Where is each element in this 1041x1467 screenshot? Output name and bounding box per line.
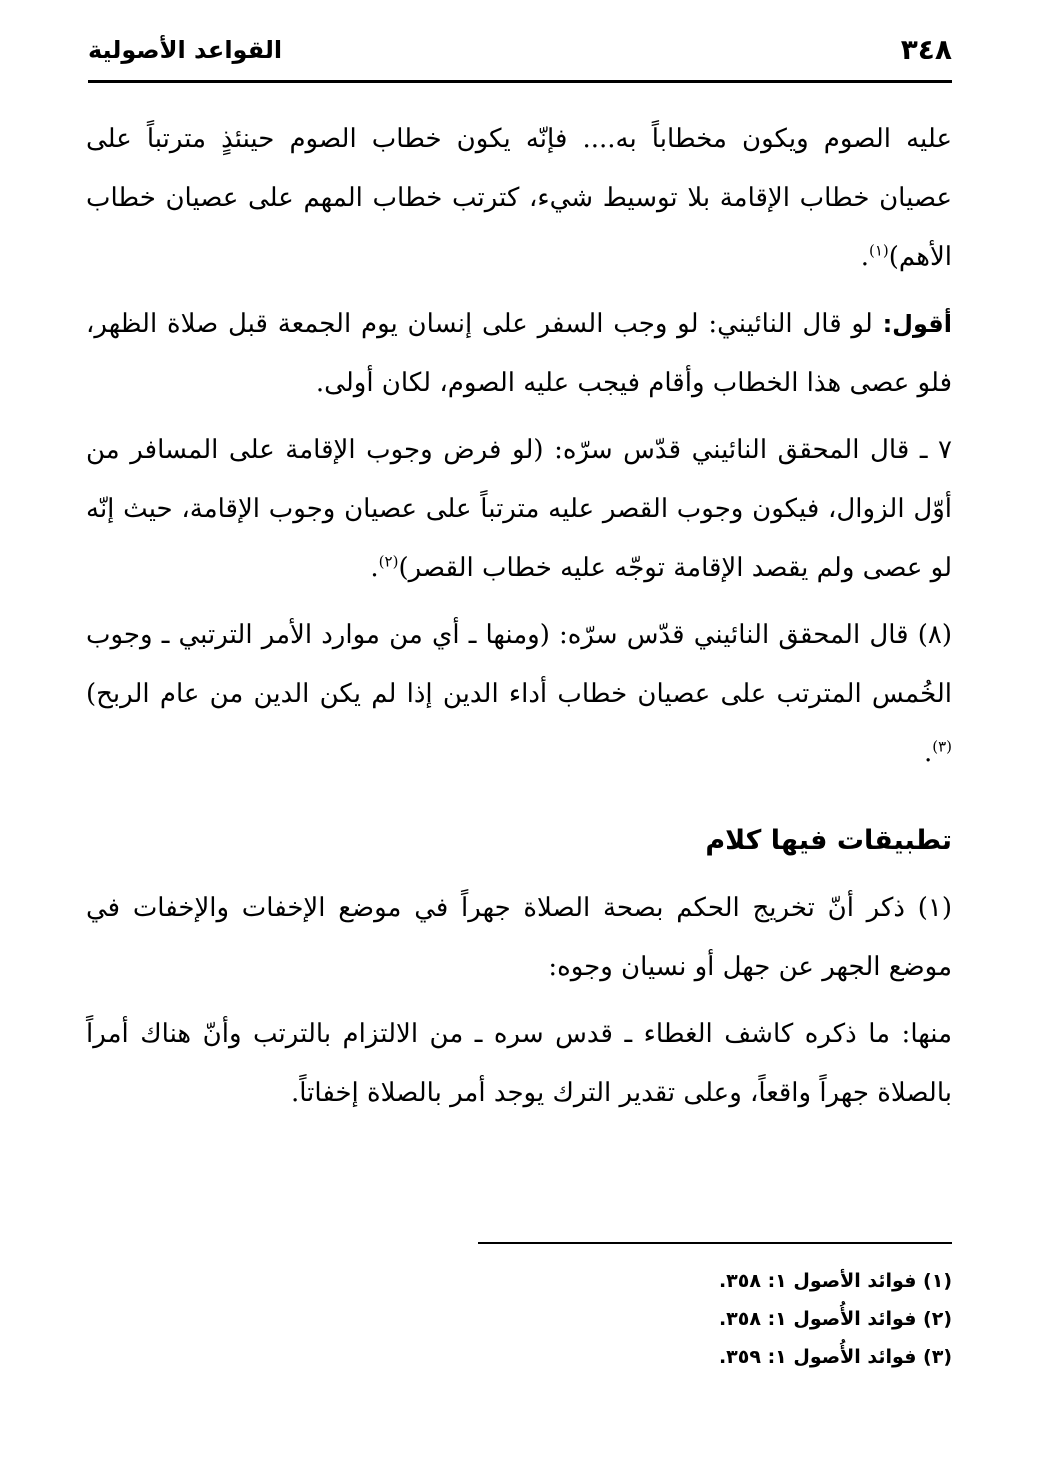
section-heading: تطبيقات فيها كلام <box>705 825 952 856</box>
footnote-ref-3: (٣) <box>932 737 952 756</box>
section-paragraph-2: منها: ما ذكره كاشف الغطاء ـ قدس سره ـ من الالتزام بالترتب وأنّ هناك أمراً بالصلاة جهراً واقعاً، وعلى تقدير الترك يوجد أمر بالصلاة إخفاتاً. <box>86 1019 953 1108</box>
footnote-ref-1: (١) <box>869 241 889 260</box>
page-number: ٣٤٨ <box>900 33 952 66</box>
footnote-3: (٣) فوائد الأُصول ١: ٣٥٩. <box>718 1346 952 1368</box>
footnote-divider <box>478 1242 952 1244</box>
footnote-2: (٢) فوائد الأُصول ١: ٣٥٨. <box>718 1308 952 1330</box>
paragraph-1: عليه الصوم ويكون مخطاباً به.... فإنّه يكون خطاب الصوم حينئذٍ مترتباً على عصيان خطاب الإقامة بلا توسيط شيء، كترتب خطاب المهم على عصيان خطاب الأهم)$^{(١)}$. <box>86 124 952 272</box>
main-text <box>86 110 952 1131</box>
paragraph-2: أقول: لو قال النائيني: لو وجب السفر على إنسان يوم الجمعة قبل صلاة الظهر، فلو عصى هذا الخطاب وأقام فيجب عليه الصوم، لكان أولى. <box>86 309 952 398</box>
lead-word: أقول: <box>882 310 952 338</box>
paragraph-3: ٧ ـ قال المحقق النائيني قدّس سرّه: (لو فرض وجوب الإقامة على المسافر من أوّل الزوال، فيكون وجوب القصر عليه مترتباً على عصيان وجوب الإقامة، حيث إنّه لو عصى ولم يقصد الإقامة توجّه عليه خطاب القصر)$^{(٢)}$. <box>86 435 952 583</box>
running-title: القواعد الأصولية <box>88 36 283 64</box>
footnotes <box>500 1262 952 1376</box>
page-header <box>88 30 952 74</box>
section-paragraph-1: (١) ذكر أنّ تخريج الحكم بصحة الصلاة جهراً في موضع الإخفات والإخفات في موضع الجهر عن جهل أو نسيان وجوه: <box>86 893 952 982</box>
footnote-1: (١) فوائد الأصول ١: ٣٥٨. <box>718 1270 952 1292</box>
header-divider <box>88 80 952 83</box>
paragraph-4: (٨) قال المحقق النائيني قدّس سرّه: (ومنها ـ أي من موارد الأمر الترتبي ـ وجوب الخُمس المترتب على عصيان خطاب أداء الدين إذا لم يكن الدين من عام الربح)$^{(٣)}$. <box>86 620 952 768</box>
footnote-ref-2: (٢) <box>378 552 399 571</box>
